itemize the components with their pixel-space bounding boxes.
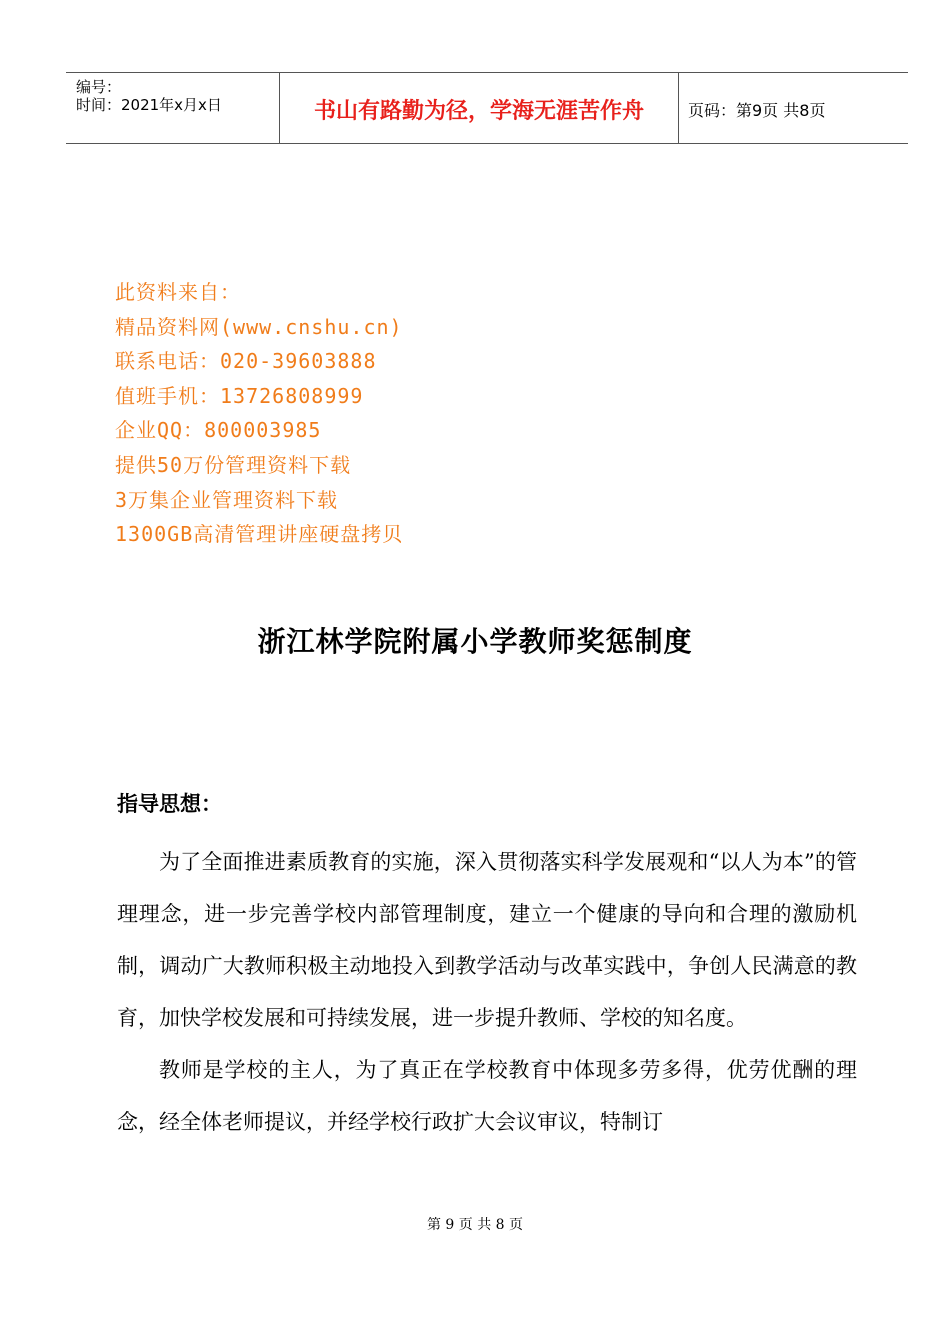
source-line: 3万集企业管理资料下载 xyxy=(115,487,339,512)
header-motto: 书山有路勤为径，学海无涯苦作舟 xyxy=(313,98,644,124)
header-meta xyxy=(76,78,222,114)
section-heading: 指导思想： xyxy=(117,792,222,816)
document-title: 浙江林学院附属小学教师奖惩制度 xyxy=(257,625,693,658)
page-footer: 第 9 页 共 8 页 xyxy=(426,1217,524,1233)
source-line: 1300GB高清管理讲座硬盘拷贝 xyxy=(115,522,404,547)
time-label: 时间：2021年x月x日 xyxy=(76,96,222,114)
source-line: 联系电话：020-39603888 xyxy=(115,349,377,374)
source-line: 值班手机：13726808999 xyxy=(115,383,364,408)
header-table xyxy=(66,72,908,144)
number-label: 编号： xyxy=(76,78,122,96)
document-body xyxy=(117,836,857,1148)
header-page-info: 页码：第9页 共8页 xyxy=(688,100,826,120)
header-divider xyxy=(678,73,679,143)
source-line: 企业QQ：800003985 xyxy=(115,418,322,443)
body-paragraph: 教师是学校的主人，为了真正在学校教育中体现多劳多得，优劳优酬的理念，经全体老师提议，并经学校行政扩大会议审议，特制订 xyxy=(117,1058,857,1134)
source-info-block xyxy=(115,275,403,552)
source-line: 精品资料网(www.cnshu.cn) xyxy=(115,314,403,339)
body-paragraph: 为了全面推进素质教育的实施，深入贯彻落实科学发展观和“以人为本”的管理理念，进一步完善学校内部管理制度，建立一个健康的导向和合理的激励机制，调动广大教师积极主动地投入到教学活动与改革实践中，争创人民满意的教育，加快学校发展和可持续发展，进一步提升教师、学校的知名度。 xyxy=(117,850,857,1030)
source-line: 提供50万份管理资料下载 xyxy=(115,452,352,477)
source-line: 此资料来自： xyxy=(115,280,241,304)
